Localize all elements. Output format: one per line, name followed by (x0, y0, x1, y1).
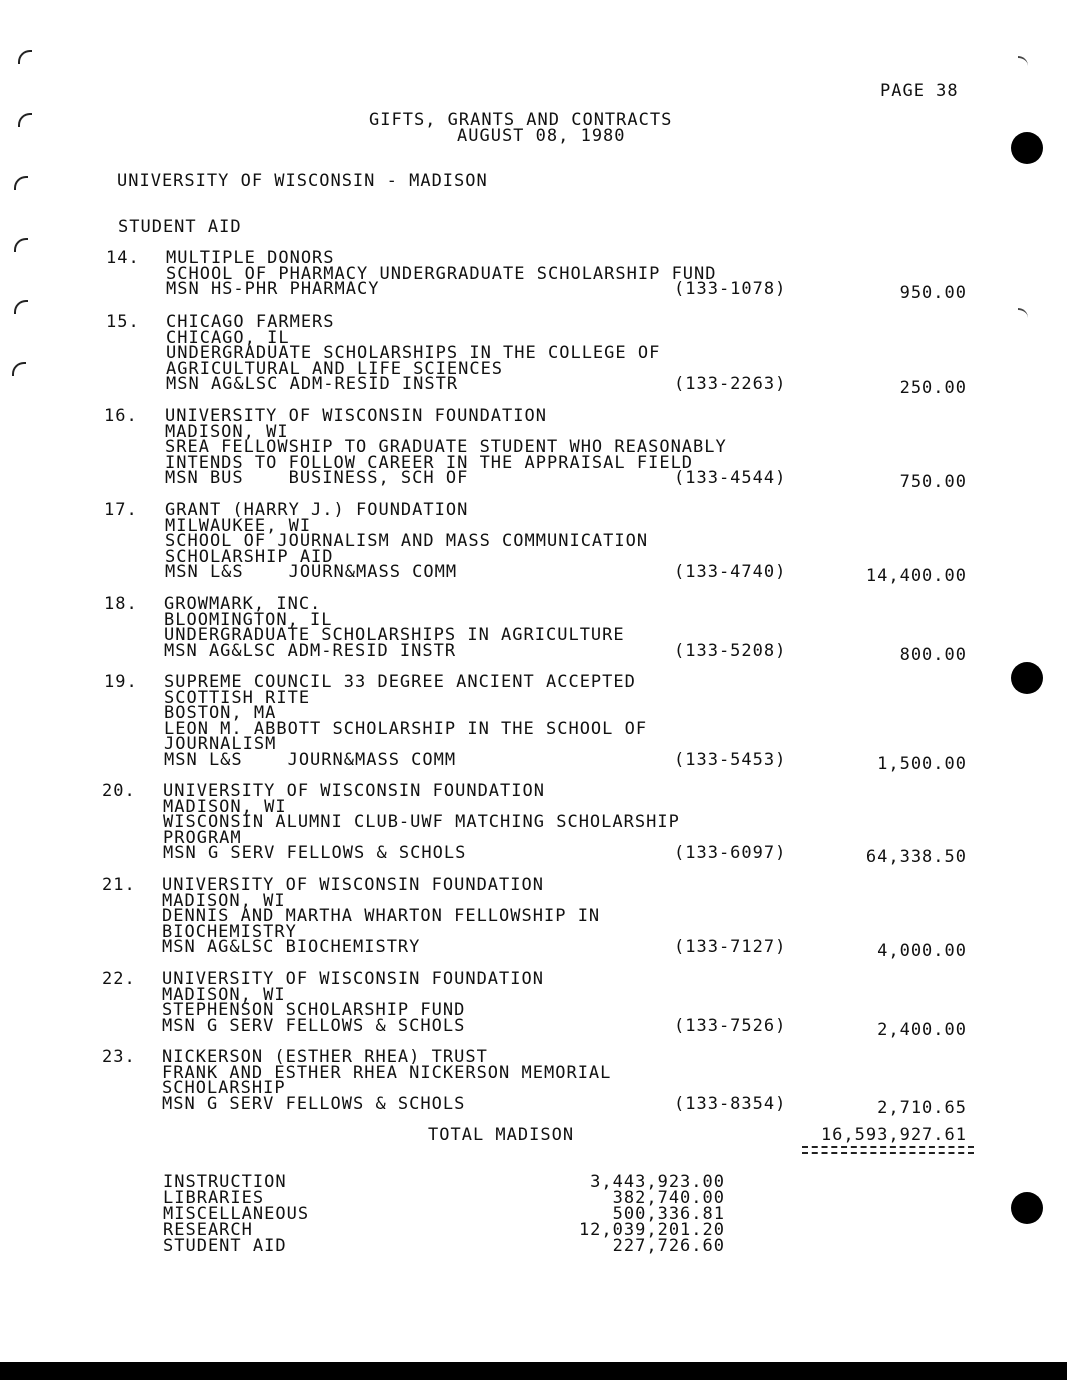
entry-line: GROWMARK, INC. (164, 594, 322, 614)
entry-number: 23. (102, 1047, 136, 1067)
total-amount: 16,593,927.61 (820, 1125, 967, 1145)
entry-amount: 64,338.50 (865, 847, 967, 867)
entry-line: UNDERGRADUATE SCHOLARSHIPS IN THE COLLEGE OF (166, 343, 661, 363)
summary-row (163, 1236, 743, 1256)
summary-category: STUDENT AID (163, 1236, 287, 1256)
entry-line: MSN AG&LSC ADM-RESID INSTR (164, 641, 457, 661)
entry-number: 15. (106, 312, 140, 332)
entry-line: MADISON, WI (162, 985, 286, 1005)
summary-category: LIBRARIES (163, 1188, 265, 1208)
entry-number: 21. (102, 875, 136, 895)
margin-mark (1018, 308, 1028, 320)
account-number: (133-2263) (674, 374, 787, 394)
entry-amount: 2,400.00 (877, 1020, 967, 1040)
summary-amount: 3,443,923.00 (590, 1172, 725, 1192)
account-number: (133-7526) (674, 1016, 787, 1036)
entry-amount: 2,710.65 (877, 1098, 967, 1118)
punch-hole (1011, 132, 1043, 164)
entry-line: MSN G SERV FELLOWS & SCHOLS (162, 1016, 466, 1036)
double-underline (802, 1146, 974, 1154)
account-number: (133-5208) (674, 641, 787, 661)
entry-line: CHICAGO, IL (166, 328, 290, 348)
entry-amount: 250.00 (899, 378, 967, 398)
entry-number: 22. (102, 969, 136, 989)
margin-mark (14, 238, 28, 252)
account-number: (133-7127) (674, 937, 787, 957)
entry-amount: 4,000.00 (877, 941, 967, 961)
entry-line: BLOOMINGTON, IL (164, 610, 333, 630)
entry-line: MADISON, WI (162, 891, 286, 911)
margin-mark (14, 300, 28, 314)
entry-line: DENNIS AND MARTHA WHARTON FELLOWSHIP IN (162, 906, 601, 926)
entry-line: MSN L&S JOURN&MASS COMM (164, 750, 457, 770)
entry-line: UNIVERSITY OF WISCONSIN FOUNDATION (162, 969, 544, 989)
entry-line: WISCONSIN ALUMNI CLUB-UWF MATCHING SCHOLARSHIP (163, 812, 680, 832)
summary-amount: 382,740.00 (612, 1188, 725, 1208)
summary-row (163, 1220, 743, 1240)
entry-line: SCHOOL OF JOURNALISM AND MASS COMMUNICATION (165, 531, 649, 551)
entry-amount: 800.00 (899, 645, 967, 665)
punch-hole (1011, 662, 1043, 694)
entry-line: LEON M. ABBOTT SCHOLARSHIP IN THE SCHOOL OF (164, 719, 648, 739)
entry-amount: 1,500.00 (877, 754, 967, 774)
margin-mark (1018, 56, 1028, 68)
entry-amount: 14,400.00 (865, 566, 967, 586)
entry-line: SCHOOL OF PHARMACY UNDERGRADUATE SCHOLARSHIP FUND (166, 264, 717, 284)
entry-line: GRANT (HARRY J.) FOUNDATION (165, 500, 469, 520)
entry-number: 20. (102, 781, 136, 801)
entry-amount: 950.00 (899, 283, 967, 303)
account-number: (133-8354) (674, 1094, 787, 1114)
entry-line: INTENDS TO FOLLOW CAREER IN THE APPRAISAL FIELD (165, 453, 694, 473)
entry-line: BOSTON, MA (164, 703, 277, 723)
margin-mark (14, 176, 28, 190)
entry-line: PROGRAM (163, 828, 242, 848)
entry-line: UNIVERSITY OF WISCONSIN FOUNDATION (163, 781, 545, 801)
summary-category: INSTRUCTION (163, 1172, 287, 1192)
document-date: AUGUST 08, 1980 (457, 126, 626, 146)
punch-hole (1011, 1192, 1043, 1224)
account-number: (133-6097) (674, 843, 787, 863)
entry-line: MULTIPLE DONORS (166, 248, 335, 268)
summary-row (163, 1204, 743, 1224)
entry-line: MADISON, WI (165, 422, 289, 442)
entry-line: STEPHENSON SCHOLARSHIP FUND (162, 1000, 466, 1020)
account-number: (133-4544) (674, 468, 787, 488)
total-label: TOTAL MADISON (428, 1125, 575, 1145)
entry-line: MSN G SERV FELLOWS & SCHOLS (163, 843, 467, 863)
account-number: (133-4740) (674, 562, 787, 582)
account-number: (133-1078) (674, 279, 787, 299)
entry-line: SCOTTISH RITE (164, 688, 311, 708)
entry-number: 18. (104, 594, 138, 614)
entry-line: FRANK AND ESTHER RHEA NICKERSON MEMORIAL (162, 1063, 612, 1083)
entry-line: SCHOLARSHIP (162, 1078, 286, 1098)
document-title: GIFTS, GRANTS AND CONTRACTS (369, 110, 673, 130)
entry-line: MSN BUS BUSINESS, SCH OF (165, 468, 469, 488)
account-number: (133-5453) (674, 750, 787, 770)
entry-line: UNIVERSITY OF WISCONSIN FOUNDATION (162, 875, 544, 895)
entry-number: 19. (104, 672, 138, 692)
summary-amount: 12,039,201.20 (578, 1220, 725, 1240)
summary-category: MISCELLANEOUS (163, 1204, 310, 1224)
entry-amount: 750.00 (899, 472, 967, 492)
scan-edge (0, 1362, 1067, 1380)
entry-line: MADISON, WI (163, 797, 287, 817)
section-heading: STUDENT AID (118, 217, 242, 237)
margin-mark (18, 113, 32, 127)
entry-line: UNDERGRADUATE SCHOLARSHIPS IN AGRICULTURE (164, 625, 625, 645)
entry-line: NICKERSON (ESTHER RHEA) TRUST (162, 1047, 488, 1067)
entry-line: MSN HS-PHR PHARMACY (166, 279, 380, 299)
entry-line: SCHOLARSHIP AID (165, 547, 334, 567)
entry-line: MSN L&S JOURN&MASS COMM (165, 562, 458, 582)
entry-line: JOURNALISM (164, 734, 277, 754)
entry-number: 17. (104, 500, 138, 520)
page-number: PAGE 38 (880, 81, 959, 101)
entry-line: MSN G SERV FELLOWS & SCHOLS (162, 1094, 466, 1114)
summary-category: RESEARCH (163, 1220, 253, 1240)
entry-line: MILWAUKEE, WI (165, 516, 312, 536)
margin-mark (18, 50, 32, 64)
entry-line: CHICAGO FARMERS (166, 312, 335, 332)
entry-line: UNIVERSITY OF WISCONSIN FOUNDATION (165, 406, 547, 426)
entry-number: 16. (104, 406, 138, 426)
summary-table (163, 1172, 743, 1256)
entry-line: MSN AG&LSC BIOCHEMISTRY (162, 937, 421, 957)
university-heading: UNIVERSITY OF WISCONSIN - MADISON (117, 171, 488, 191)
summary-row (163, 1188, 743, 1208)
entry-line: AGRICULTURAL AND LIFE SCIENCES (166, 359, 504, 379)
summary-amount: 500,336.81 (612, 1204, 725, 1224)
entry-line: SREA FELLOWSHIP TO GRADUATE STUDENT WHO REASONABLY (165, 437, 727, 457)
summary-row (163, 1172, 743, 1192)
summary-amount: 227,726.60 (612, 1236, 725, 1256)
entry-line: BIOCHEMISTRY (162, 922, 297, 942)
margin-mark (12, 362, 26, 376)
entry-line: MSN AG&LSC ADM-RESID INSTR (166, 374, 459, 394)
entry-line: SUPREME COUNCIL 33 DEGREE ANCIENT ACCEPTED (164, 672, 636, 692)
entry-number: 14. (106, 248, 140, 268)
